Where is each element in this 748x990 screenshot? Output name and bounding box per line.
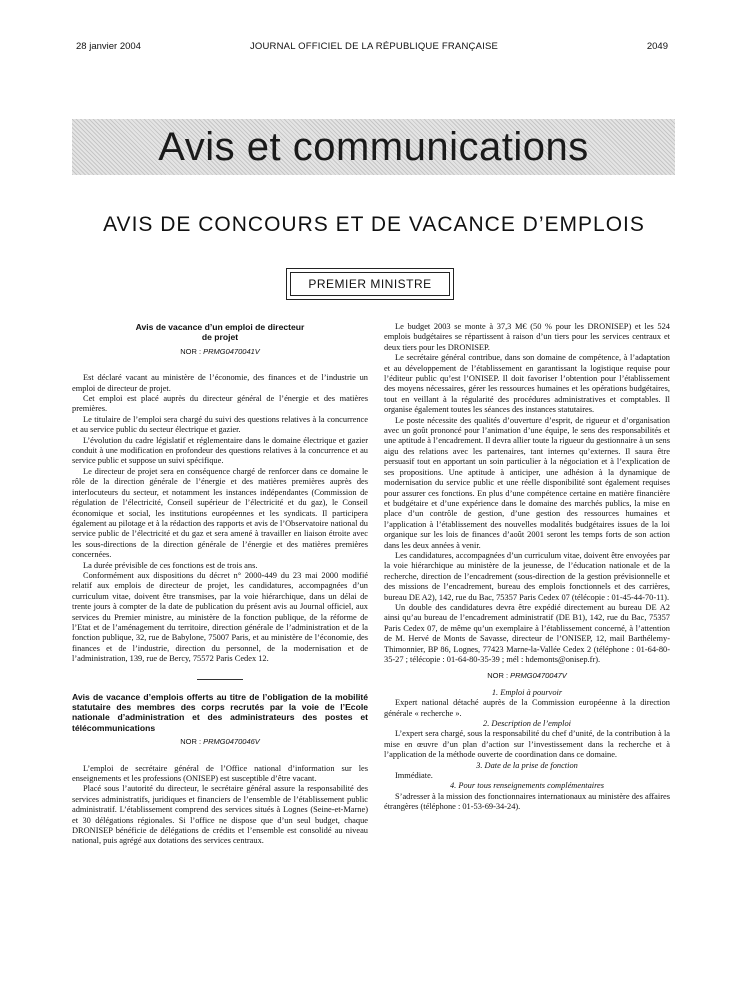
section-title: AVIS DE CONCOURS ET DE VACANCE D’EMPLOIS (103, 213, 645, 236)
paragraph: Conformément aux dispositions du décret n° 2000-449 du 23 mai 2000 modifié relatif aux emplois de directeur de projet, les candidatures, accompagnées d’un curriculum vitae, doivent être transmises, par la voie hiérarchique, dans un délai de trente jours à compter de la date de publication du présent avis au Journal officiel, aux services du Premier ministre, au ministère de la fonction publique, de la réforme de l’Etat et de l’aménagement du territoire, direction générale de l’administration et de la fonction publique, 32, rue de Babylone, 75007 Paris, et au ministère de l’économie, des finances et de l’industrie, direction du personnel, de la modernisation et de l’administration, 139, rue de Bercy, 75572 Paris Cedex 12. (72, 570, 368, 664)
paragraph: Cet emploi est placé auprès du directeur général de l’énergie et des matières premières. (72, 394, 368, 414)
subsection-heading: 3. Date de la prise de fonction (476, 760, 578, 770)
header-journal-title: JOURNAL OFFICIEL DE LA RÉPUBLIQUE FRANÇAISE (249, 41, 499, 52)
right-column (384, 322, 670, 813)
subsection-heading: 4. Pour tous renseignements complémentaires (449, 781, 605, 791)
paragraph: Le poste nécessite des qualités d’ouverture d’esprit, de rigueur et d’organisation avec un goût prononcé pour l’animation d’une équipe, le sens des responsabilités et une aptitude à l’encadrement. Il devra allier toute la rigueur du gestionnaire à un sens aigu des relations avec les partenaires, tant internes qu’externes. Il saura être persuasif tout en apportant un soin particulier à la négociation et à l’explication de ses propositions. Une aptitude à anticiper, une adhésion à la dynamique de modernisation du service public et une réelle disponibilité sont également requises pour assurer ces fonctions. En plus d’une compétence certaine en matière financière et budgétaire et d’une expérience dans le domaine des marchés publics, la mise en place d’un contrôle de gestion, d’une gestion des ressources humaines et l’application à l’établissement des nouvelles modalités budgétaires issues de la loi organique sur les lois de finances d’août 2001 seront les temps forts de son action dans les deux années à venir. (384, 415, 670, 550)
paragraph: Est déclaré vacant au ministère de l’économie, des finances et de l’industrie un emploi de directeur de projet. (72, 373, 368, 393)
paragraph: Les candidatures, accompagnées d’un curriculum vitae, doivent être envoyées par la voie hiérarchique au ministère de la jeunesse, de l’éducation nationale et de la recherche, direction de l’encadrement (sous-direction de la gestion prévisionnelle et des missions de l’encadrement, bureau des emplois fonctionnels et des carrières, bureau DE A2), 142, rue du Bac, 75357 Paris Cedex 07 (télécopie : 01-45-44-70-11). (384, 550, 670, 602)
subsection-heading: 2. Description de l’emploi (483, 719, 571, 729)
paragraph: Le directeur de projet sera en conséquence chargé de renforcer dans ce domaine le rôle de la direction générale de l’énergie et des matières premières auprès des interlocuteurs du secteur, et notamment les instances indépendantes (Commission de régulation de l’électricité, Conseil supérieur de l’électricité et du gaz), le Conseil économique et social, les institutions européennes et les syndicats. Il participera également au pilotage et à la rédaction des rapports et avis de l’Observatoire national du service public de l’électricité et du gaz et sera amené à travailler en liaison étroite avec les sous-directions de la direction générale de l’énergie et des matières premières concernées. (72, 466, 368, 560)
article-2-nor: NOR : PRMG0470046V (180, 737, 260, 747)
paragraph: L’évolution du cadre législatif et réglementaire dans le domaine électrique et gazier conduit à une modification en profondeur des questions relatives à la concurrence et au service public et suppose un suivi spécifique. (72, 435, 368, 466)
subsection-heading: 1. Emploi à pourvoir (491, 687, 563, 697)
paragraph: La durée prévisible de ces fonctions est de trois ans. (83, 560, 258, 570)
paragraph: Expert national détaché auprès de la Commission européenne à la direction générale « recherche ». (384, 698, 670, 718)
paragraph: Le secrétaire général contribue, dans son domaine de compétence, à l’adaptation et au développement de l’établissement en garantissant la logistique requise pour l’éditeur public qu’est l’ONISEP. Il doit favoriser l’obtention pour l’établissement des moyens nécessaires, gérer les ressources humaines et les opérations budgétaires, tout en veillant à la régularité des procédures administratives et comptables. Il organise également toutes les séances des instances statutaires. (384, 353, 670, 415)
paragraph: Le titulaire de l’emploi sera chargé du suivi des questions relatives à la concurrence et au service public du secteur électrique et gazier. (72, 414, 368, 435)
ministry-box (286, 268, 454, 300)
separator-rule (197, 679, 243, 680)
paragraph: S’adresser à la mission des fonctionnaires internationaux au ministère des affaires étrangères (téléphone : 01-53-69-34-24). (384, 791, 670, 812)
header-date: 28 janvier 2004 (76, 41, 141, 52)
ministry-label: PREMIER MINISTRE (290, 272, 450, 296)
article-1-nor: NOR : PRMG0470041V (180, 346, 260, 356)
paragraph: L’emploi de secrétaire général de l’Office national d’information sur les enseignements et les professions (ONISEP) est susceptible d’être vacant. (72, 763, 368, 784)
article-3-nor: NOR : PRMG0470047V (487, 671, 567, 681)
banner-title: Avis et communications (158, 124, 589, 169)
paragraph: L’expert sera chargé, sous la responsabilité du chef d’unité, de la contribution à la mise en œuvre d’un plan d’action sur l’investissement dans la recherche et à l’application de la méthode ouverte de coordination dans ce domaine. (384, 729, 670, 760)
avis-banner (72, 119, 675, 175)
page-header (0, 41, 748, 55)
paragraph: Un double des candidatures devra être expédié directement au bureau DE A2 ainsi qu’au bureau de l’encadrement administratif (DE B1), 142, rue du Bac, 75357 Paris Cedex 07, de même qu’un exemplaire à l’établissement concerné, à l’attention de M. Hervé de Monts de Savasse, directeur de l’ONISEP, 12, mail Barthélemy-Thimonnier, BP 86, Lognes, 77423 Marne-la-Vallée Cedex 2 (téléphone : 01-64-80-35-27 ; télécopie : 01-64-80-35-39 ; mél : hdemonts@onisep.fr). (384, 602, 670, 664)
left-column (72, 322, 368, 847)
paragraph: Immédiate. (395, 771, 433, 781)
header-page-number: 2049 (646, 41, 668, 52)
paragraph: Placé sous l’autorité du directeur, le secrétaire général assure la responsabilité des services administratifs, juridiques et financiers de l’ensemble de l’établissement public administratif. L’établissement comprend des services situés à Lognes (Seine-et-Marne) et 30 délégations régionales. Si l’office ne dispose que d’un seul budget, chaque DRONISEP bénéficie de délégations de crédits et l’ensemble est consolidé au niveau national, puis agrégé aux dotations des services centraux. (72, 784, 368, 846)
article-2-title: Avis de vacance d’emplois offerts au titre de l’obligation de la mobilité statutaire des membres des corps recrutés par la voie de l’Ecole nationale d’administration et des administrateurs des postes et télécommunications (72, 691, 368, 733)
article-1-title: Avis de vacance d’un emploi de directeur de projet (135, 322, 305, 343)
paragraph: Le budget 2003 se monte à 37,3 M€ (50 % pour les DRONISEP) et les 524 emplois budgétaires se répartissent à raison d’un tiers pour les services centraux et deux tiers pour les DRONISEP. (384, 322, 670, 352)
